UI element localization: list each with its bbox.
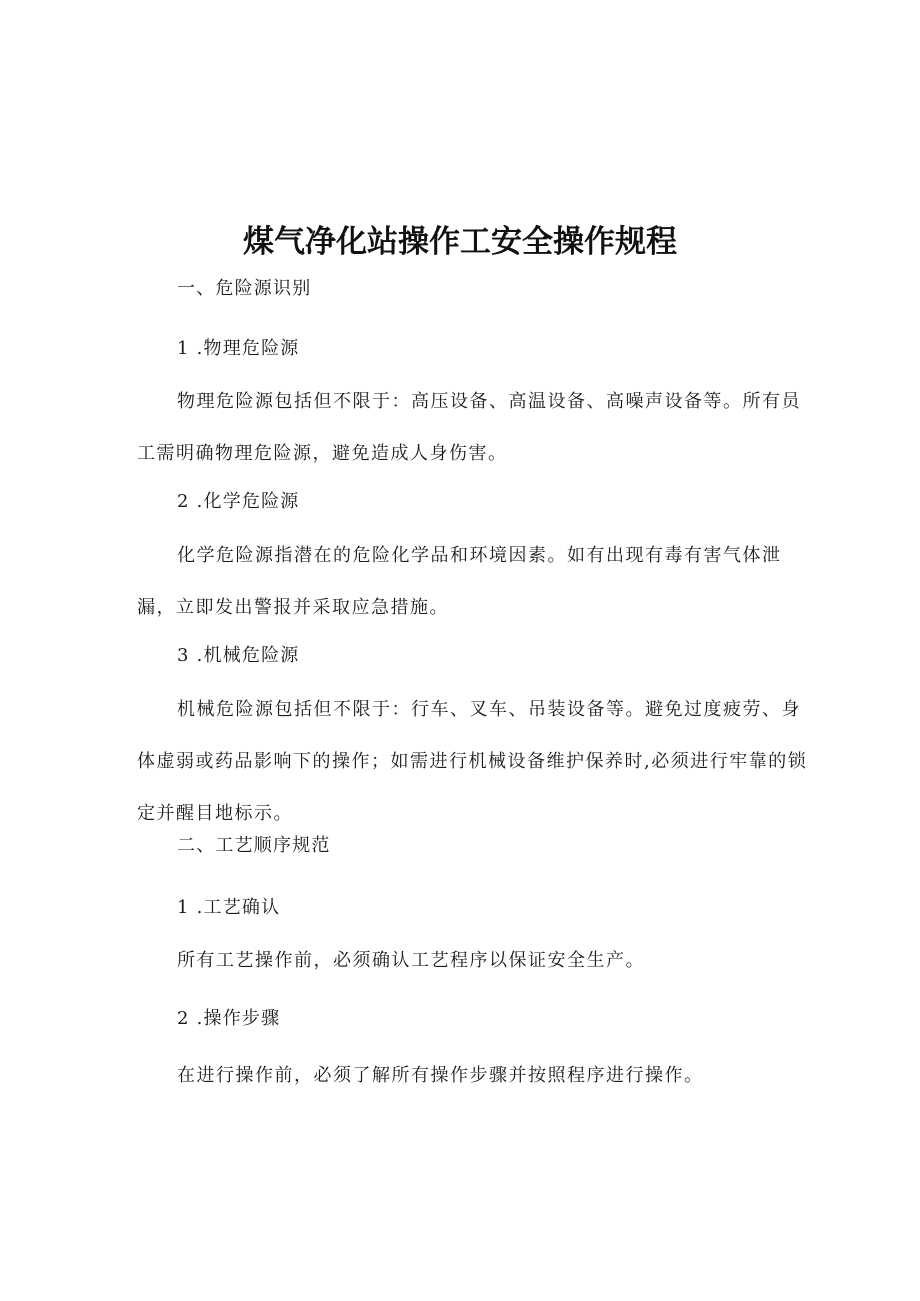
paragraph: 机械危险源包括但不限于：行车、叉车、吊装设备等。避免过度疲劳、身体虚弱或药品影响下的操作；如需进行机械设备维护保养时,必须进行牢靠的锁定并醒目地标示。 xyxy=(137,699,808,824)
paragraph: 在进行操作前，必须了解所有操作步骤并按照程序进行操作。 xyxy=(177,1065,704,1086)
subsection-heading: 1 .工艺确认 xyxy=(177,897,281,918)
subsection-heading: 2 .操作步骤 xyxy=(177,1008,281,1029)
section-heading: 二、工艺顺序规范 xyxy=(177,835,331,856)
subsection-heading: 3 .机械危险源 xyxy=(177,645,300,666)
paragraph: 物理危险源包括但不限于：高压设备、高温设备、高噪声设备等。所有员工需明确物理危险源，避免造成人身伤害。 xyxy=(137,391,801,464)
document-title: 煤气净化站操作工安全操作规程 xyxy=(243,224,677,260)
section-heading: 一、危险源识别 xyxy=(177,278,312,299)
paragraph: 所有工艺操作前，必须确认工艺程序以保证安全生产。 xyxy=(177,950,645,971)
subsection-heading: 1 .物理危险源 xyxy=(177,338,300,359)
subsection-heading: 2 .化学危险源 xyxy=(177,491,300,512)
paragraph: 化学危险源指潜在的危险化学品和环境因素。如有出现有毒有害气体泄漏，立即发出警报并采取应急措施。 xyxy=(137,545,782,618)
